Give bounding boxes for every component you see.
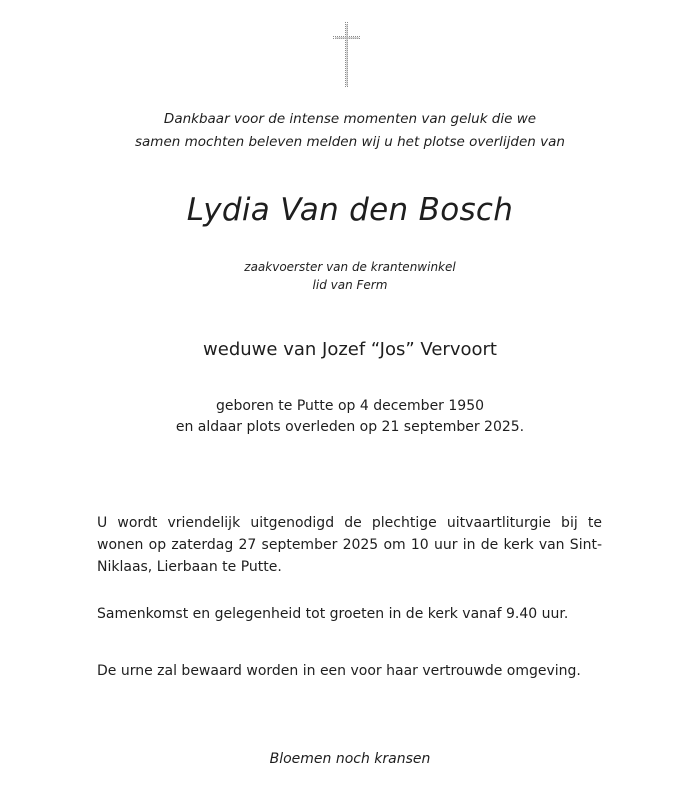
role-line-1: zaakvoerster van de krantenwinkel [244,260,456,274]
gathering-paragraph: Samenkomst en gelegenheid tot groeten in de kerk vanaf 9.40 uur. [97,606,569,622]
spouse-line: weduwe van Jozef “Jos” Vervoort [203,339,497,360]
birth-line: geboren te Putte op 4 december 1950 [215,398,485,414]
closing-note: Bloemen noch kransen [269,751,431,767]
funeral-invitation-paragraph: U wordt vriendelijk uitgenodigd de plechtige uitvaartliturgie bij te wonen op zaterdag 27 september 2025 om 10 uur in de kerk van Sint-Niklaas, Lierbaan te Putte. [97,515,602,575]
urn-paragraph: De urne zal bewaard worden in een voor haar vertrouwde omgeving. [97,663,581,679]
death-line: en aldaar plots overleden op 21 september 2025. [175,419,525,435]
roles [40,258,660,294]
intro-line-1: Dankbaar voor de intense momenten van geluk die we [163,111,537,127]
intro-line-2: samen mochten beleven melden wij u het plotse overlijden van [135,134,565,150]
intro-text [40,108,660,154]
birth-death-info [40,396,660,438]
cross-icon [331,22,363,88]
deceased-name: Lydia Van den Bosch [186,192,514,228]
role-line-2: lid van Ferm [312,278,388,292]
